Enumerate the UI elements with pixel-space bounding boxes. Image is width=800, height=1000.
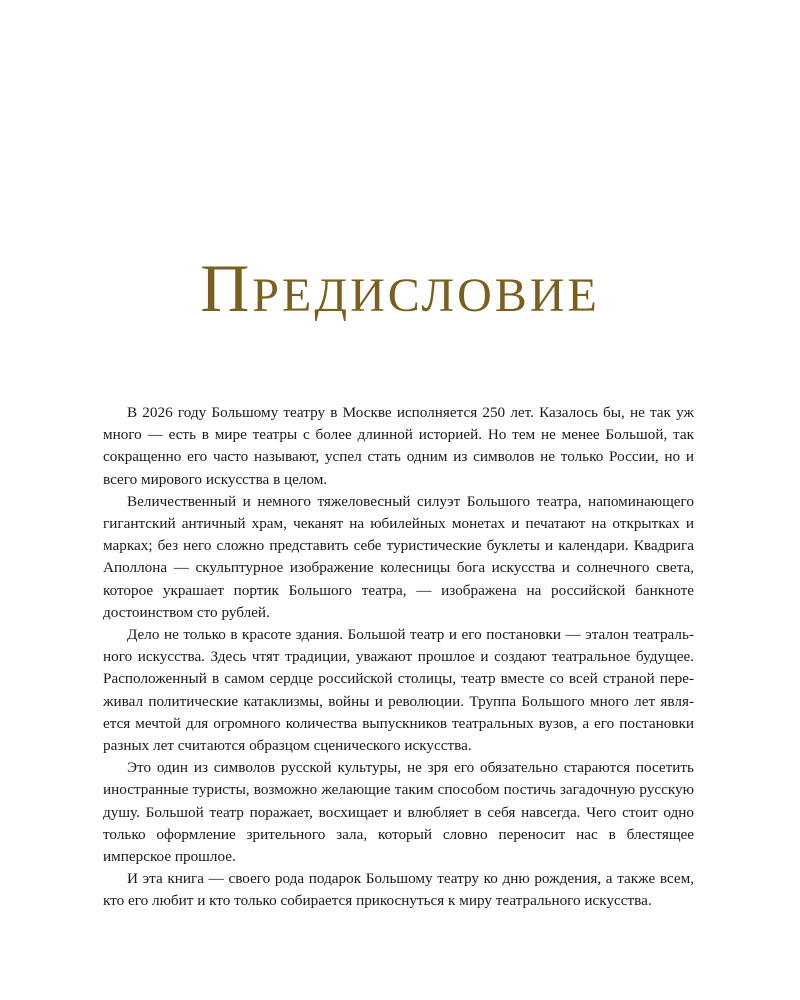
paragraph-5: И эта книга — своего рода подарок Большому театру ко дню рождения, а также всем, кто его любит и кто только собирается прикоснуться к миру театрального искусства.	[103, 870, 694, 910]
preface-body	[103, 402, 694, 913]
paragraph-1: В 2026 году Большому театру в Москве исполняется 250 лет. Казалось бы, не так уж много — есть в мире театры с более длинной историей. Но тем не менее Большой, так сокращенно его часто называют, успел стать одним из символов не только России, но и всего мирового искусства в целом.	[103, 404, 694, 488]
paragraph-3: Дело не только в красоте здания. Большой театр и его постановки — эталон театрального искусства. Здесь чтят традиции, уважают прошлое и создают театральное будущее. Расположенный в самом сердце российской столицы, театр вместе со всей страной переживал политические катаклизмы, войны и революции. Труппа Большого много лет является мечтой для огромного количества выпускников театральных вузов, а его постановки разных лет считаются образцом сценического искусства.	[103, 626, 694, 755]
paragraph-2: Величественный и немного тяжеловесный силуэт Большого театра, напоминающего гигантский античный храм, чеканят на юбилейных монетах и печатают на открытках и марках; без него сложно представить себе туристические буклеты и календари. Квадрига Аполлона — скульптурное изображение колесницы бога искусства и солнечного света, которое украшает портик Большого театра, — изображена на российской банкноте достоинством сто рублей.	[103, 492, 694, 621]
page-title: Предисловие	[200, 250, 600, 326]
paragraph-4: Это один из символов русской культуры, не зря его обязательно стараются посетить иностранные туристы, возможно желающие таким способом постичь загадочную русскую душу. Большой театр поражает, восхищает и влюбляет в себя навсегда. Чего стоит одно только оформление зрительного зала, который словно переносит нас в блестящее имперское прошлое.	[103, 759, 694, 866]
